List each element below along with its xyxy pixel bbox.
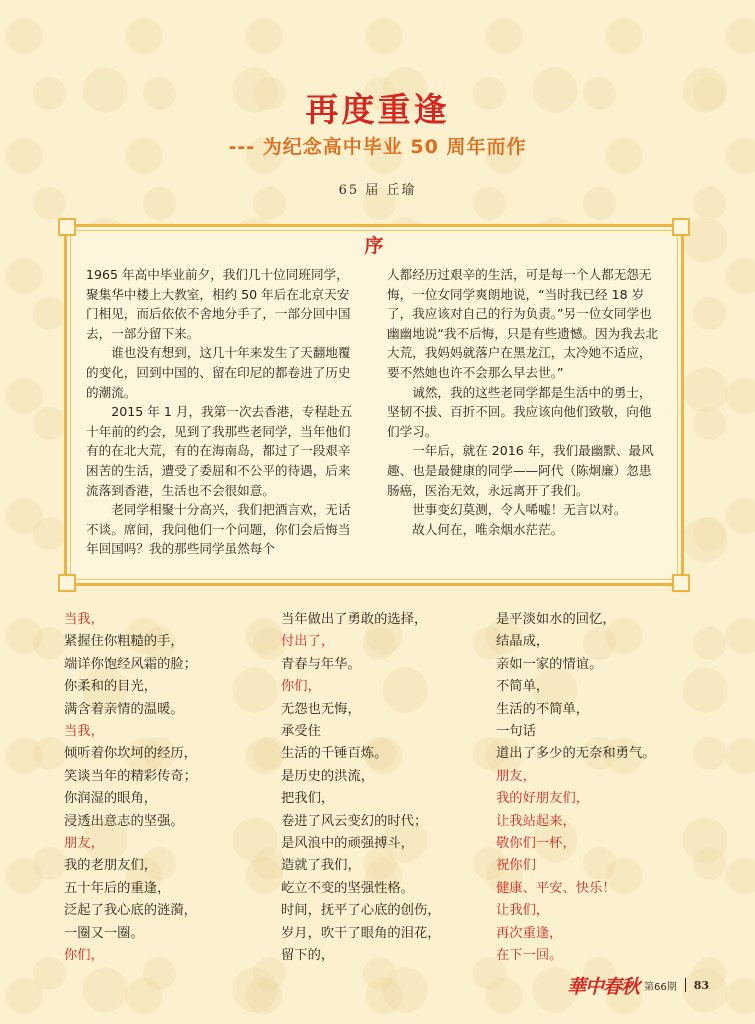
article-subtitle: --- 为纪念高中毕业 50 周年而作	[228, 136, 527, 158]
poem-line: 时间，抚平了心底的创伤，	[281, 903, 441, 919]
poem-line: 我的好朋友们，	[496, 791, 590, 807]
preface-heading: 序	[364, 235, 384, 257]
article-title: 再度重逢	[305, 90, 450, 129]
preface-paragraph: 谁也没有想到，这几十年来发生了天翻地覆的变化，回到中国的、留在印尼的都卷进了历史的潮流。	[86, 345, 351, 400]
poem-line: 倾听着你坎坷的经历，	[64, 746, 197, 762]
poem-line: 再次重逢，	[496, 925, 563, 941]
preface-paragraph: 故人何在，唯余烟水茫茫。	[387, 521, 564, 537]
poem-column-1	[64, 609, 274, 968]
poem-line: 端详你饱经风霜的脸；	[64, 656, 197, 672]
poem-column-2	[281, 609, 491, 968]
poem-line: 朋友，	[64, 836, 104, 852]
poem-line: 生活的不简单，	[496, 701, 590, 717]
poem-line: 岁月，吹干了眼角的泪花，	[281, 925, 441, 941]
poem-line: 承受住	[281, 724, 321, 740]
poem-line: 你润湿的眼角，	[64, 791, 158, 807]
poem-line: 祝你们	[496, 858, 536, 874]
frame-corner-ornament	[58, 574, 76, 592]
poem-column-3	[496, 609, 706, 968]
poem-line: 屹立不变的坚强性格。	[281, 880, 414, 896]
poem-line: 结晶成，	[496, 634, 550, 650]
poem-line: 亲如一家的情谊。	[496, 656, 603, 672]
poem-line: 不简单，	[496, 679, 550, 695]
poem-line: 当我，	[64, 724, 104, 740]
preface-paragraph: 2015 年 1 月，我第一次去香港，专程赴五十年前的约会，见到了我那些老同学，当年他们有的在北大荒，有的在海南岛，都过了一段艰辛困苦的生活，遭受了委屈和不公平的待遇，后来流落到香港，生活也不会很如意。	[86, 404, 353, 498]
poem-line: 紧握住你粗糙的手，	[64, 634, 184, 650]
poem-line: 我的老朋友们，	[64, 858, 158, 874]
poem-line: 你们，	[64, 948, 104, 964]
poem-line: 浸透出意志的坚强。	[64, 813, 184, 829]
poem-line: 卷进了风云变幻的时代；	[281, 813, 428, 829]
poem-line: 健康、平安、快乐！	[496, 880, 616, 896]
poem-line: 你们，	[281, 679, 321, 695]
poem-line: 五十年后的重逢，	[64, 880, 171, 896]
poem-line: 付出了，	[281, 634, 335, 650]
preface-column-right	[387, 265, 662, 539]
poem-line: 造就了我们，	[281, 858, 361, 874]
poem-line: 在下一回。	[496, 948, 563, 964]
preface-box	[64, 224, 684, 586]
frame-corner-ornament	[672, 574, 690, 592]
poem-line: 是历史的洪流，	[281, 768, 375, 784]
author-line: 65 届 丘瑜	[338, 183, 417, 198]
preface-paragraph: 一年后，就在 2016 年，我们最幽默、最风趣、也是最健康的同学——阿代（陈炯廉）忽患肠癌，医治无效，永远离开了我们。	[387, 443, 654, 498]
poem-line: 敬你们一杯，	[496, 836, 576, 852]
poem-line: 你柔和的目光，	[64, 679, 158, 695]
preface-paragraph: 世事变幻莫测，令人唏嘘！无言以对。	[387, 502, 627, 518]
poem-line: 笑谈当年的精彩传奇；	[64, 768, 197, 784]
poem-line: 让我站起来，	[496, 813, 576, 829]
poem-line: 生活的千锤百炼。	[281, 746, 388, 762]
poem-line: 让我们，	[496, 903, 550, 919]
preface-paragraph: 人都经历过艰辛的生活，可是每一个人都无怨无悔，一位女同学爽朗地说，“当时我已经 18 岁了，我应该对自己的行为负责。”另一位女同学也幽幽地说“我不后悔，只是有些遗憾。因为我去北大荒，我妈妈就落户在黑龙江，太冷她不适应，要不然她也许不会那么早去世。”	[387, 267, 658, 380]
footer-divider	[685, 978, 686, 992]
poem-line: 满含着亲情的温暖。	[64, 701, 184, 717]
poem-line: 是平淡如水的回忆，	[496, 612, 616, 627]
poem-line: 朋友，	[496, 768, 536, 784]
poem-line: 道出了多少的无奈和勇气。	[496, 746, 656, 762]
preface-paragraph: 老同学相聚十分高兴，我们把酒言欢，无话不谈。席间，我问他们一个问题，你们会后悔当年回国吗？我的那些同学虽然每个	[86, 502, 351, 557]
poem-line: 泛起了我心底的涟漪，	[64, 903, 197, 919]
preface-paragraph: 1965 年高中毕业前夕，我们几十位同班同学，聚集华中楼上大教室，相约 50 年后在北京天安门相见，而后依依不舍地分手了，一部分回中国去，一部分留下来。	[86, 267, 351, 341]
page-number: 83	[693, 978, 710, 992]
preface-paragraph: 诚然，我的这些老同学都是生活中的勇士，坚韧不拔、百折不回。我应该向他们致敬，向他们学习。	[387, 384, 652, 439]
poem-line: 是风浪中的顽强搏斗，	[281, 836, 414, 852]
poem-line: 青春与年华。	[281, 656, 361, 672]
magazine-logo: 華中春秋	[567, 975, 640, 998]
poem-line: 留下的，	[281, 948, 335, 964]
poem-line: 当年做出了勇敢的选择，	[281, 612, 428, 627]
poem-line: 把我们，	[281, 791, 335, 807]
issue-number: 第66期	[644, 981, 677, 993]
poem-line: 一圈又一圈。	[64, 925, 144, 941]
poem-line: 无怨也无悔，	[281, 701, 361, 717]
page-footer	[567, 972, 709, 998]
preface-column-left	[86, 265, 361, 559]
poem-line: 一句话	[496, 724, 536, 740]
poem-line: 当我，	[64, 612, 104, 627]
